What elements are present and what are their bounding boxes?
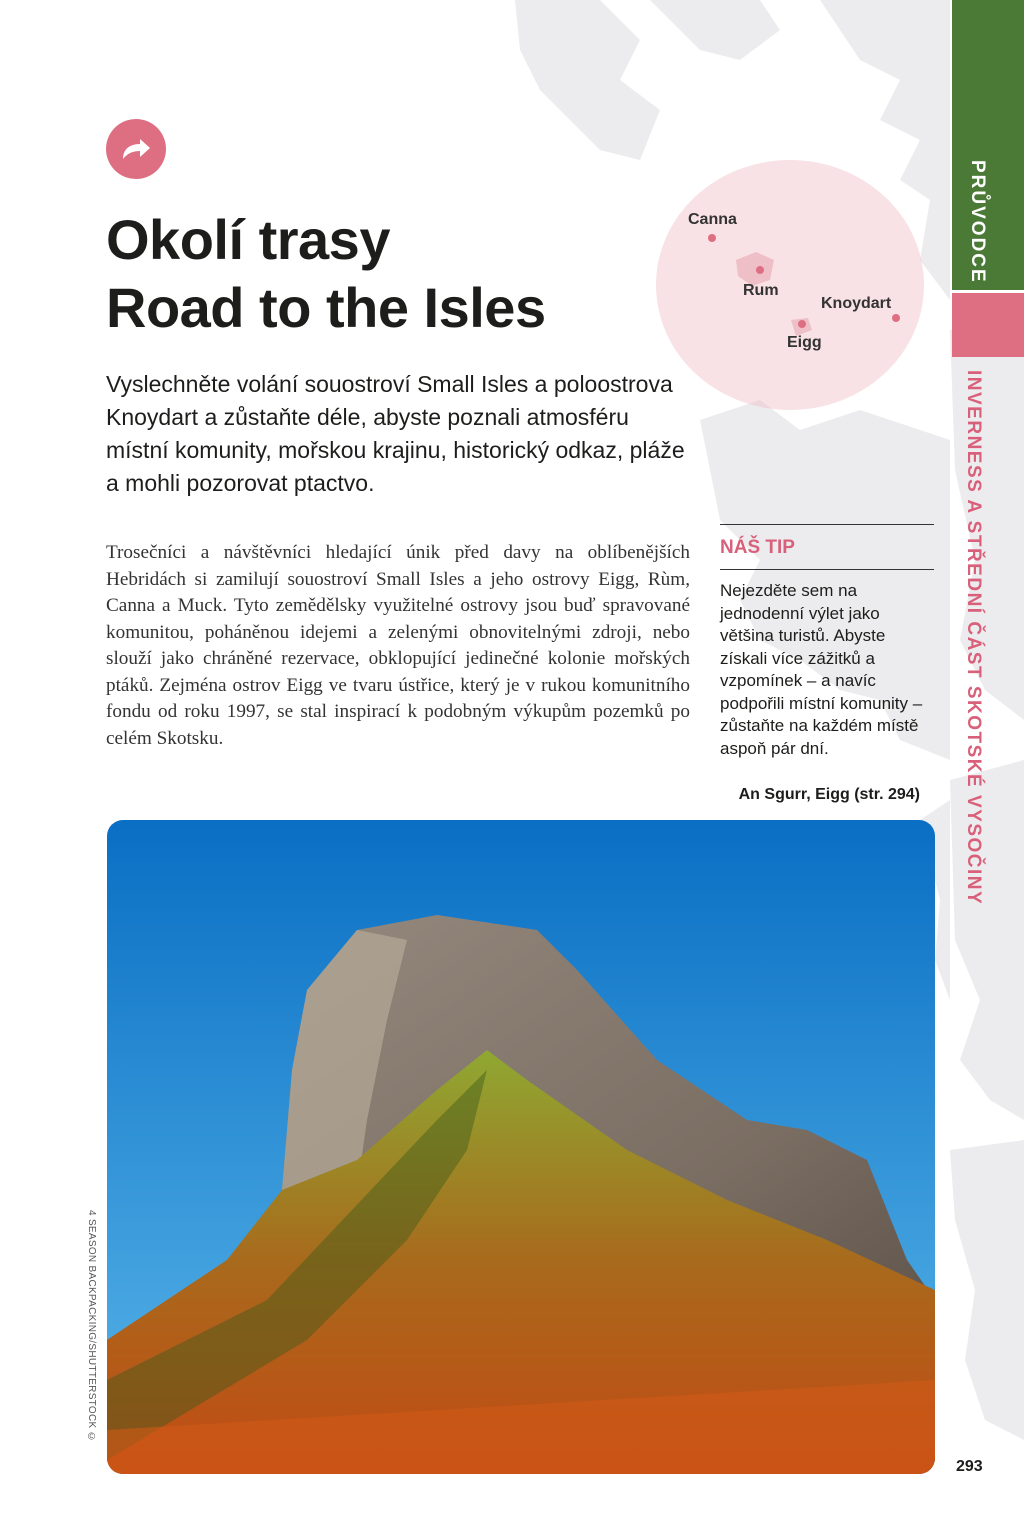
body-paragraph: Trosečníci a návštěvníci hledající únik před davy na oblíbenějších Hebridách si zamilují souostroví Small Isles a jeho ostrovy Eigg, Rùm, Canna a Muck. Tyto zemědělsky využitelné ostrovy jsou buď spravované komunitou, poháněnou idejemi a zelenými obnovitelnými zdroji, nebo slouží jako chráněné rezervace, obklopující jedinečné kolonie mořských ptáků. Zejména ostrov Eigg ve tvaru ústřice, který je v rukou komunitního fondu od roku 1997, se stal inspirací k podobným výkupům pozemků po celém Skotsku. xyxy=(106,542,690,749)
mountain-photo xyxy=(107,820,935,1474)
guide-tab-label: PRŮVODCE xyxy=(967,160,988,284)
lead-paragraph: Vyslechněte volání souostroví Small Isles a poloostrova Knoydart a zůstaňte déle, abyste poznali atmosféru místní komunity, mořskou krajinu, historický odkaz, pláže a mohli pozorovat ptactvo. xyxy=(106,371,685,496)
map-dot-eigg xyxy=(798,320,806,328)
map-label-rum: Rum xyxy=(743,282,779,299)
tip-text: Nejezděte sem na jednodenní výlet jako většina turistů. Abyste získali více zážitků a vzpomínek – a navíc podpořili místní komunity – zůstaňte na každém místě aspoň pár dní. xyxy=(720,581,923,758)
map-label-canna: Canna xyxy=(688,211,737,228)
map-dot-knoydart xyxy=(892,314,900,322)
tip-box xyxy=(720,524,934,760)
photo-caption: An Sgurr, Eigg (str. 294) xyxy=(738,786,920,803)
photo-credit: 4 SEASON BACKPACKING/SHUTTERSTOCK © xyxy=(86,1210,97,1443)
page-number: 293 xyxy=(956,1458,983,1475)
map-dot-rum xyxy=(756,266,764,274)
map-label-eigg: Eigg xyxy=(787,334,822,351)
title-line-1: Okolí trasy xyxy=(106,208,390,271)
arrow-forward-icon xyxy=(106,119,166,179)
section-label: INVERNESS A STŘEDNÍ ČÁST SKOTSKÉ VYSOČINY xyxy=(963,370,984,906)
map-dot-canna xyxy=(708,234,716,242)
guide-tab[interactable] xyxy=(952,0,1024,290)
map-label-knoydart: Knoydart xyxy=(821,295,892,312)
page-title xyxy=(106,206,686,342)
title-line-2: Road to the Isles xyxy=(106,276,546,339)
tip-heading: NÁŠ TIP xyxy=(720,537,934,570)
island-shapes xyxy=(656,160,924,410)
section-tab[interactable] xyxy=(952,293,1024,357)
